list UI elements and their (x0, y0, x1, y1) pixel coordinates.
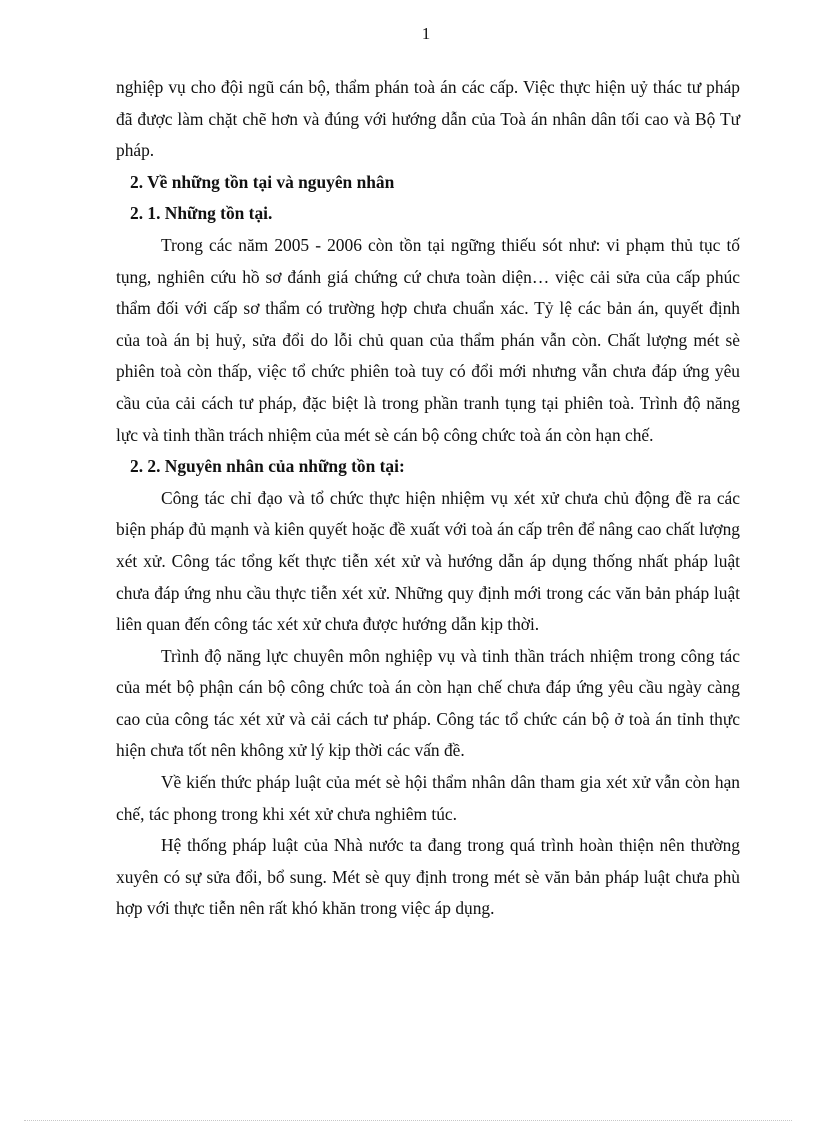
subsection-heading-causes: 2. 2. Nguyên nhân của những tồn tại: (130, 456, 405, 477)
paragraph-existing-issues: Trong các năm 2005 - 2006 còn tồn tại ngững thiếu sót như: vi phạm thủ tục tố tụng, nghiên cứu hồ sơ đánh giá chứng cứ chưa toàn diện… việc cải sửa của cấp phúc thẩm đối với cấp sơ thẩm có trường hợp chưa chuẩn xác. Tỷ lệ các bản án, quyết định của toà án bị huỷ, sửa đổi do lỗi chủ quan của thẩm phán vẫn còn. Chất lượng mét sè phiên toà còn thấp, việc tổ chức phiên toà tuy có đổi mới nhưng vẫn chưa đáp ứng yêu cầu của cải cách tư pháp, đặc biệt là trong phần tranh tụng tại phiên toà. Trình độ năng lực và tinh thần trách nhiệm của mét sè cán bộ công chức toà án còn hạn chế. (116, 234, 740, 445)
paragraph-continuation: nghiệp vụ cho đội ngũ cán bộ, thẩm phán toà án các cấp. Việc thực hiện uỷ thác tư pháp đã được làm chặt chẽ hơn và đúng với hướng dẫn của Toà án nhân dân tối cao và Bộ Tư pháp. (116, 77, 740, 161)
subsection-heading-existing-issues: 2. 1. Những tồn tại. (130, 203, 273, 224)
document-body (116, 72, 740, 925)
paragraph-cause-direction: Công tác chỉ đạo và tổ chức thực hiện nhiệm vụ xét xử chưa chủ động đề ra các biện pháp đủ mạnh và kiên quyết hoặc đề xuất với toà án cấp trên để nâng cao chất lượng xét xử. Công tác tổng kết thực tiễn xét xử và hướng dẫn áp dụng thống nhất pháp luật chưa đáp ứng nhu cầu thực tiễn xét xử. Những quy định mới trong các văn bản pháp luật liên quan đến công tác xét xử chưa được hướng dẫn kịp thời. (116, 487, 740, 635)
page-number: 1 (421, 24, 431, 43)
section-heading: 2. Về những tồn tại và nguyên nhân (130, 171, 395, 192)
paragraph-cause-staff: Trình độ năng lực chuyên môn nghiệp vụ và tinh thần trách nhiệm trong công tác của mét bộ phận cán bộ công chức toà án còn hạn chế chưa đáp ứng yêu cầu ngày càng cao của công tác xét xử và cải cách tư pháp. Công tác tổ chức cán bộ ở toà án tỉnh thực hiện chưa tốt nên không xử lý kịp thời các vấn đề. (116, 645, 740, 761)
page-bottom-divider (24, 1120, 792, 1121)
paragraph-cause-legal-system: Hệ thống pháp luật của Nhà nước ta đang trong quá trình hoàn thiện nên thường xuyên có sự sửa đổi, bổ sung. Mét sè quy định trong mét sè văn bản pháp luật chưa phù hợp với thực tiễn nên rất khó khăn trong việc áp dụng. (116, 835, 740, 919)
paragraph-cause-jurors: Về kiến thức pháp luật của mét sè hội thẩm nhân dân tham gia xét xử vẫn còn hạn chế, tác phong trong khi xét xử chưa nghiêm túc. (116, 772, 740, 824)
